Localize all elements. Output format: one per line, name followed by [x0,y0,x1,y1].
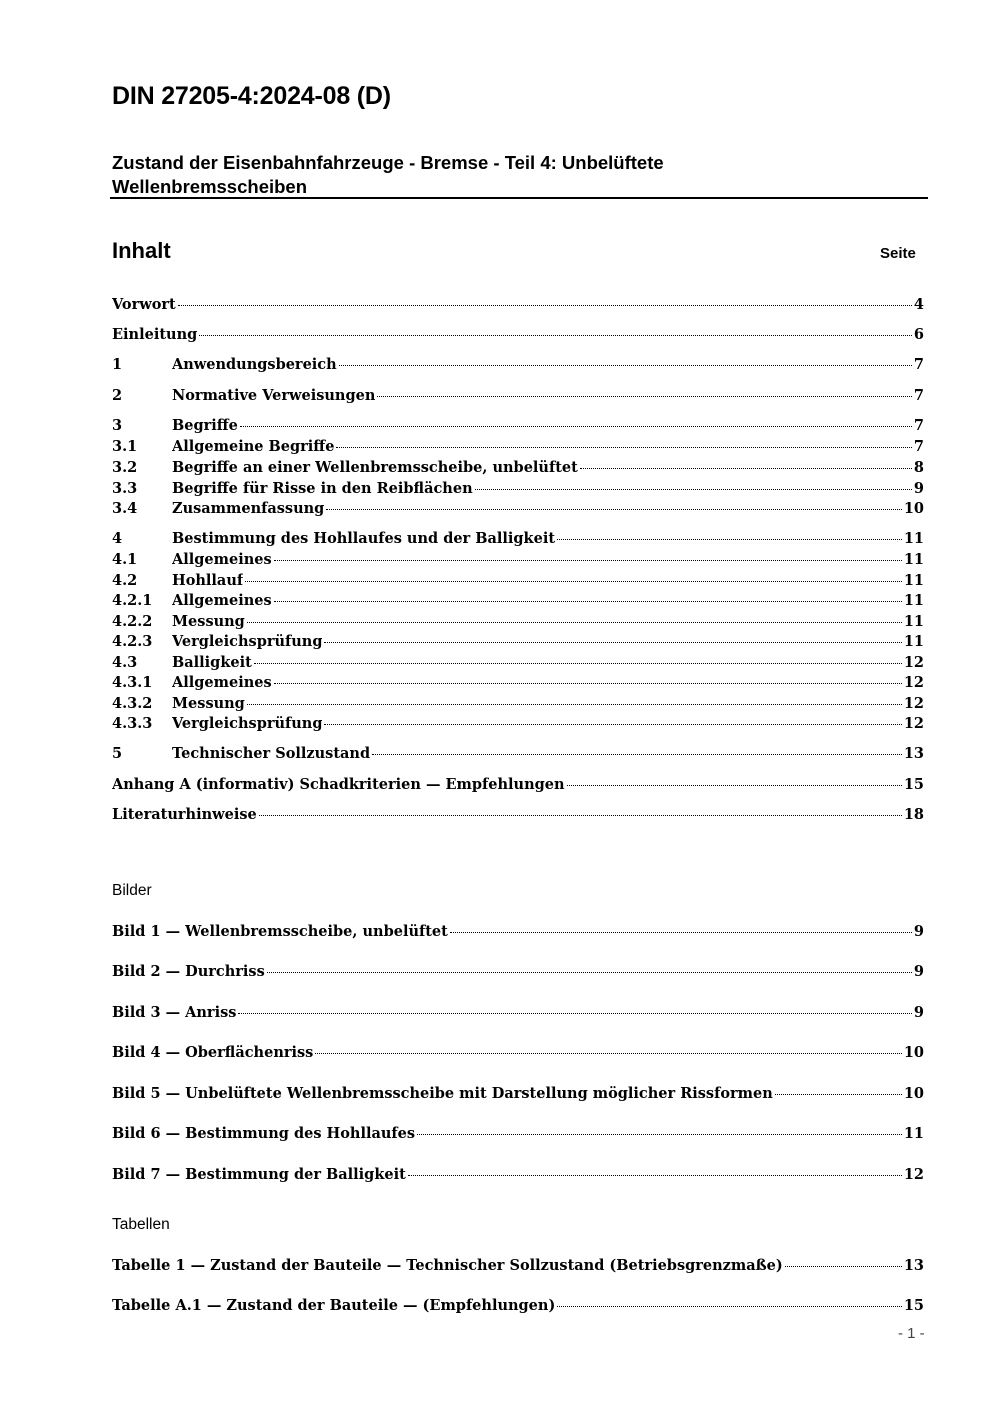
toc-entry-number: 4.1 [112,551,138,568]
toc-entry-number: 3.3 [112,480,138,497]
toc-entry[interactable] [112,806,924,826]
toc-entry[interactable] [112,551,924,571]
figures-entry-title: Bild 5 — Unbelüftete Wellenbremsscheibe mit Darstellung möglicher Rissformen [112,1085,773,1102]
figures-entry-page: 9 [913,923,924,940]
toc-entry-leader [247,704,902,705]
toc-entry-number: 4.2.2 [112,613,153,630]
tables-heading: Tabellen [112,1216,170,1233]
toc-entry-title: Allgemeines [172,592,272,609]
toc-entry-number: 2 [112,387,123,404]
document-subtitle [112,151,664,199]
document-subtitle-line-1: Zustand der Eisenbahnfahrzeuge - Bremse - Teil 4: Unbelüftete [112,152,664,173]
toc-entry-page: 11 [903,572,924,589]
figures-entry-leader [450,932,912,933]
toc-entry-title: Messung [172,613,245,630]
tables-entry-leader [557,1306,902,1307]
figures-entry-leader [238,1013,911,1014]
figures-entry-page: 10 [903,1044,924,1061]
toc-entry-number: 4.3.1 [112,674,153,691]
tables-entry-title: Tabelle 1 — Zustand der Bauteile — Technischer Sollzustand (Betriebsgrenzmaße) [112,1257,783,1274]
toc-entry-number: 4.3.2 [112,695,153,712]
figures-entry-title: Bild 3 — Anriss [112,1004,237,1021]
toc-entry[interactable] [112,438,924,458]
title-divider [110,197,928,199]
figures-entry[interactable] [112,1004,924,1024]
toc-entry[interactable] [112,326,924,346]
toc-entry-leader [274,560,902,561]
toc-entry-title: Balligkeit [172,654,252,671]
toc-entry[interactable] [112,695,924,715]
toc-entry-page: 11 [903,592,924,609]
figures-entry[interactable] [112,1044,924,1064]
toc-entry-title: Allgemeines [172,551,272,568]
toc-entry-number: 4.2.3 [112,633,153,650]
figures-heading: Bilder [112,882,152,899]
toc-heading: Inhalt [112,238,171,263]
document-title: DIN 27205-4:2024-08 (D) [112,82,391,110]
toc-entry-title: Zusammenfassung [172,500,325,517]
figures-entry-leader [267,972,912,973]
toc-entry-title: Literaturhinweise [112,806,257,823]
toc-entry-page: 12 [903,695,924,712]
toc-entry-page: 11 [903,613,924,630]
toc-entry-title: Messung [172,695,245,712]
figures-entry-title: Bild 6 — Bestimmung des Hohllaufes [112,1125,416,1142]
toc-entry-leader [245,581,902,582]
figures-entry-page: 11 [903,1125,924,1142]
toc-entry[interactable] [112,613,924,633]
toc-entry-title: Technischer Sollzustand [172,745,371,762]
toc-entry-page: 7 [913,356,924,373]
toc-entry-leader [567,785,902,786]
toc-entry-title: Vorwort [112,296,176,313]
tables-entry-title: Tabelle A.1 — Zustand der Bauteile — (Empfehlungen) [112,1297,556,1314]
toc-entry-leader [247,622,902,623]
toc-entry[interactable] [112,776,924,796]
figures-entry-page: 9 [913,963,924,980]
toc-entry[interactable] [112,654,924,674]
toc-entry-leader [274,601,902,602]
toc-entry-number: 3.2 [112,459,138,476]
toc-entry-number: 3.4 [112,500,138,517]
toc-entry-page: 10 [903,500,924,517]
toc-entry-title: Allgemeines [172,674,272,691]
figures-entry-title: Bild 4 — Oberflächenriss [112,1044,314,1061]
toc-entry-leader [254,663,902,664]
toc-entry-number: 3.1 [112,438,138,455]
toc-entry-page: 13 [903,745,924,762]
tables-entry-page: 15 [903,1297,924,1314]
figures-entry-leader [315,1053,901,1054]
toc-entry-leader [326,509,901,510]
toc-entry[interactable] [112,296,924,316]
toc-entry-leader [324,724,901,725]
figures-entry-title: Bild 7 — Bestimmung der Balligkeit [112,1166,406,1183]
toc-entry-leader [274,683,902,684]
toc-entry-leader [199,335,912,336]
page-column-label: Seite [880,245,916,262]
figures-entry-page: 12 [903,1166,924,1183]
toc-entry[interactable] [112,387,924,407]
toc-entry-page: 15 [903,776,924,793]
toc-entry-page: 11 [903,551,924,568]
toc-entry-leader [336,447,911,448]
toc-entry[interactable] [112,745,924,765]
toc-entry-number: 3 [112,417,123,434]
toc-entry-number: 4.3.3 [112,715,153,732]
figures-entry-leader [775,1094,902,1095]
toc-entry-number: 4 [112,530,123,547]
toc-entry-title: Normative Verweisungen [172,387,376,404]
toc-entry-number: 1 [112,356,123,373]
tables-entry[interactable] [112,1297,924,1317]
toc-entry-title: Hohllauf [172,572,244,589]
toc-entry[interactable] [112,572,924,592]
toc-entry-title: Bestimmung des Hohllaufes und der Balligkeit [172,530,556,547]
toc-entry-leader [557,539,902,540]
toc-entry[interactable] [112,480,924,500]
toc-entry-leader [178,305,912,306]
tables-entry-leader [785,1266,902,1267]
toc-entry-leader [475,489,912,490]
toc-entry-page: 9 [913,480,924,497]
toc-entry-leader [324,642,901,643]
footer-page-number: - 1 - [898,1325,925,1342]
toc-entry[interactable] [112,674,924,694]
toc-entry-page: 18 [903,806,924,823]
toc-entry-number: 4.3 [112,654,138,671]
toc-entry[interactable] [112,500,924,520]
toc-entry-page: 12 [903,654,924,671]
toc-entry-leader [372,754,902,755]
toc-entry[interactable] [112,530,924,550]
toc-entry-page: 7 [913,438,924,455]
figures-entry[interactable] [112,1125,924,1145]
toc-entry-title: Begriffe für Risse in den Reibflächen [172,480,473,497]
toc-entry-title: Einleitung [112,326,198,343]
toc-entry-leader [580,468,912,469]
toc-entry-leader [339,365,912,366]
toc-entry-title: Anhang A (informativ) Schadkriterien — Empfehlungen [112,776,565,793]
toc-entry-number: 4.2 [112,572,138,589]
toc-entry-page: 7 [913,387,924,404]
figures-entry-leader [408,1175,902,1176]
toc-entry[interactable] [112,592,924,612]
toc-entry-title: Begriffe [172,417,238,434]
figures-entry[interactable] [112,963,924,983]
toc-entry[interactable] [112,715,924,735]
figures-entry[interactable] [112,1166,924,1186]
figures-entry[interactable] [112,923,924,943]
toc-entry-leader [377,396,912,397]
toc-entry-page: 7 [913,417,924,434]
toc-entry-title: Begriffe an einer Wellenbremsscheibe, unbelüftet [172,459,578,476]
tables-entry-page: 13 [903,1257,924,1274]
figures-entry[interactable] [112,1085,924,1105]
toc-entry[interactable] [112,633,924,653]
toc-entry-number: 4.2.1 [112,592,153,609]
toc-entry-leader [240,426,912,427]
toc-entry-title: Vergleichsprüfung [172,633,323,650]
toc-entry-page: 4 [913,296,924,313]
figures-entry-title: Bild 2 — Durchriss [112,963,265,980]
figures-entry-title: Bild 1 — Wellenbremsscheibe, unbelüftet [112,923,448,940]
tables-entry[interactable] [112,1257,924,1277]
toc-entry-page: 11 [903,530,924,547]
figures-entry-page: 10 [903,1085,924,1102]
toc-entry-page: 11 [903,633,924,650]
toc-entry-leader [259,815,902,816]
toc-entry-title: Allgemeine Begriffe [172,438,335,455]
toc-entry-page: 12 [903,674,924,691]
toc-entry-title: Vergleichsprüfung [172,715,323,732]
toc-entry-title: Anwendungsbereich [172,356,337,373]
toc-entry-number: 5 [112,745,123,762]
toc-entry-page: 6 [913,326,924,343]
toc-entry-page: 8 [913,459,924,476]
toc-entry[interactable] [112,417,924,437]
toc-entry[interactable] [112,356,924,376]
toc-entry-page: 12 [903,715,924,732]
figures-entry-page: 9 [913,1004,924,1021]
toc-entry[interactable] [112,459,924,479]
document-subtitle-line-2: Wellenbremsscheiben [112,176,308,197]
figures-entry-leader [417,1134,902,1135]
